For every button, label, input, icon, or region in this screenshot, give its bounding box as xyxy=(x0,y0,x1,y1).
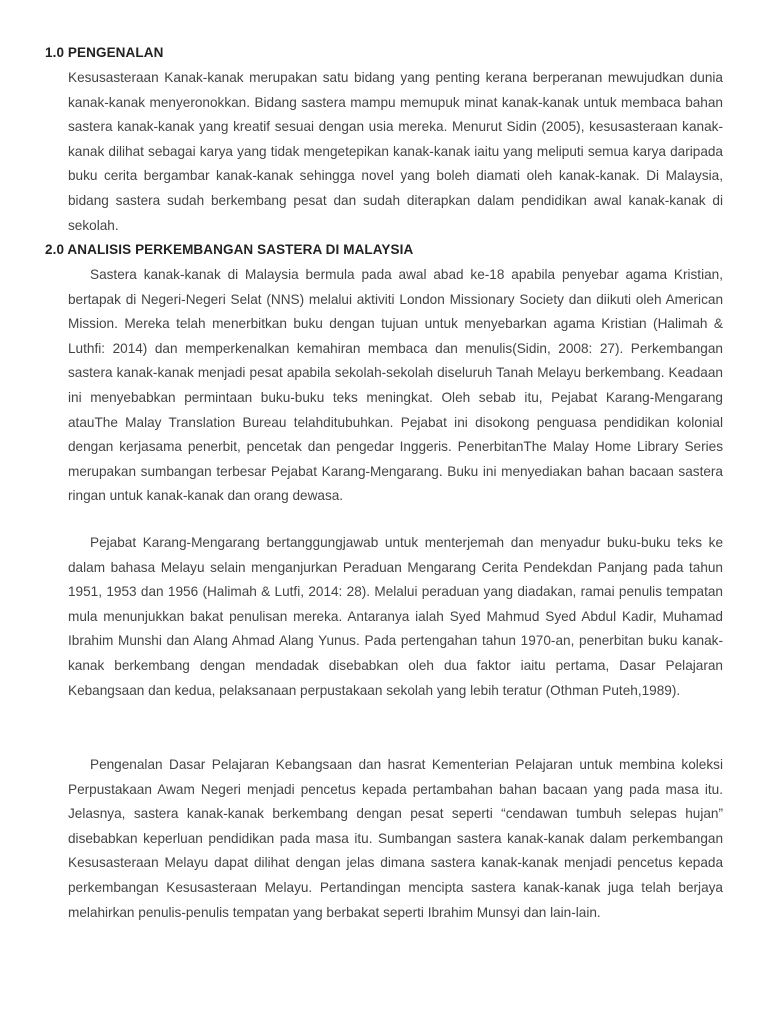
section-heading-analisis: 2.0 ANALISIS PERKEMBANGAN SASTERA DI MALAYSIA xyxy=(45,242,414,257)
paragraph-analisis-2: Pejabat Karang-Mengarang bertanggungjawab untuk menterjemah dan menyadur buku-buku teks ke dalam bahasa Melayu selain menganjurkan Peraduan Mengarang Cerita Pendekdan Panjang pada tahun 1951, 1953 dan 1956 (Halimah & Lutfi, 2014: 28). Melalui peraduan yang diadakan, ramai penulis tempatan mula menunjukkan bakat penulisan mereka. Antaranya ialah Syed Mahmud Syed Abdul Kadir, Muhamad Ibrahim Munshi dan Alang Ahmad Alang Yunus. Pada pertengahan tahun 1970-an, penerbitan buku kanak-kanak berkembang dengan mendadak disebabkan oleh dua faktor iaitu pertama, Dasar Pelajaran Kebangsaan dan kedua, pelaksanaan perpustakaan sekolah yang lebih teratur (Othman Puteh,1989). xyxy=(68,535,723,698)
paragraph-pengenalan: Kesusasteraan Kanak-kanak merupakan satu bidang yang penting kerana berperanan mewujudkan dunia kanak-kanak menyeronokkan. Bidang sastera mampu memupuk minat kanak-kanak untuk membaca bahan sastera kanak-kanak yang kreatif sesuai dengan usia mereka. Menurut Sidin (2005), kesusasteraan kanak-kanak dilihat sebagai karya yang tidak mengetepikan kanak-kanak iaitu yang meliputi semua karya daripada buku cerita bergambar kanak-kanak sehingga novel yang boleh diamati oleh kanak-kanak. Di Malaysia, bidang sastera sudah berkembang pesat dan sudah diterapkan dalam pendidikan awal kanak-kanak di sekolah. xyxy=(68,70,723,233)
paragraph-analisis-3: Pengenalan Dasar Pelajaran Kebangsaan dan hasrat Kementerian Pelajaran untuk membina koleksi Perpustakaan Awam Negeri menjadi pencetus kepada pertambahan bahan bacaan yang pada masa itu. Jelasnya, sastera kanak-kanak berkembang dengan pesat seperti “cendawan tumbuh selepas hujan” disebabkan keperluan pendidikan pada masa itu. Sumbangan sastera kanak-kanak dalam perkembangan Kesusasteraan Melayu dapat dilihat dengan jelas dimana sastera kanak-kanak menjadi pencetus kepada perkembangan Kesusasteraan Melayu. Pertandingan mencipta sastera kanak-kanak juga telah berjaya melahirkan penulis-penulis tempatan yang berbakat seperti Ibrahim Munsyi dan lain-lain. xyxy=(68,757,723,920)
section-heading-pengenalan: 1.0 PENGENALAN xyxy=(45,45,164,60)
paragraph-analisis-1: Sastera kanak-kanak di Malaysia bermula pada awal abad ke-18 apabila penyebar agama Kristian, bertapak di Negeri-Negeri Selat (NNS) melalui aktiviti London Missionary Society dan diikuti oleh American Mission. Mereka telah menerbitkan buku dengan tujuan untuk menyebarkan agama Kristian (Halimah & Luthfi: 2014) dan memperkenalkan kemahiran membaca dan menulis(Sidin, 2008: 27). Perkembangan sastera kanak-kanak menjadi pesat apabila sekolah-sekolah diseluruh Tanah Melayu berkembang. Keadaan ini menyebabkan permintaan buku-buku teks meningkat. Oleh sebab itu, Pejabat Karang-Mengarang atauThe Malay Translation Bureau telahditubuhkan. Pejabat ini disokong penguasa pendidikan kolonial dengan kerjasama penerbit, pencetak dan pengedar Inggeris. PenerbitanThe Malay Home Library Series merupakan sumbangan terbesar Pejabat Karang-Mengarang. Buku ini menyediakan bahan bacaan sastera ringan untuk kanak-kanak dan orang dewasa. xyxy=(68,267,723,504)
